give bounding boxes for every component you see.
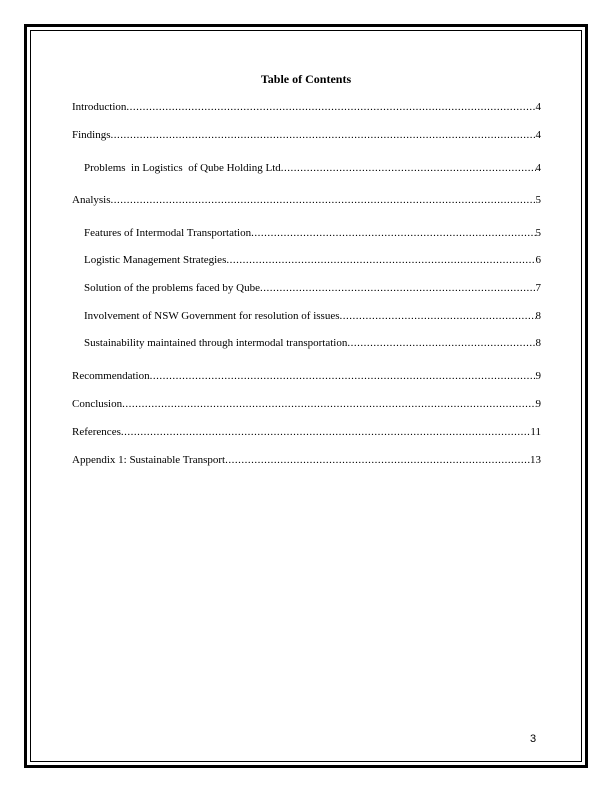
toc-entry-label: Solution of the problems faced by Qube: [84, 282, 260, 294]
toc-entry-references[interactable]: [72, 425, 541, 439]
dot-leader: [226, 253, 535, 267]
dot-leader: [260, 281, 536, 295]
dot-leader: [111, 128, 536, 142]
toc-entry-label: Findings: [72, 129, 111, 141]
dot-leader: [150, 369, 536, 383]
toc-entry-label: Conclusion: [72, 398, 123, 410]
toc-entry-page: 7: [535, 282, 541, 294]
toc-entry-page: 11: [530, 426, 541, 438]
toc-entry-logistic-strategies[interactable]: [84, 253, 541, 267]
toc-entry-nsw-government[interactable]: [84, 309, 541, 323]
dot-leader: [111, 193, 536, 207]
toc-entry-page: 6: [535, 254, 541, 266]
toc-entry-label: Logistic Management Strategies: [84, 254, 227, 266]
toc-entry-label: Analysis: [72, 194, 111, 206]
toc-entry-page: 4: [535, 101, 541, 113]
toc-entry-findings[interactable]: [72, 128, 541, 142]
toc-title: Table of Contents: [260, 72, 352, 86]
toc-entry-sustainability[interactable]: [84, 336, 541, 350]
toc-entry-label: Introduction: [72, 101, 127, 113]
dot-leader: [251, 226, 535, 240]
dot-leader: [281, 161, 536, 175]
page-number: 3: [530, 733, 537, 745]
toc-entry-label: Problems in Logistics of Qube Holding Ltd: [84, 162, 281, 174]
toc-entry-label: Features of Intermodal Transportation: [84, 227, 252, 239]
toc-entry-page: 8: [535, 337, 541, 349]
toc-entry-label: Sustainability maintained through intermodal transportation: [84, 337, 348, 349]
toc-entry-analysis[interactable]: [72, 193, 541, 207]
dot-leader: [225, 453, 530, 467]
dot-leader: [126, 100, 535, 114]
toc-entry-page: 9: [535, 370, 541, 382]
toc-entry-problems-in-logistics[interactable]: [84, 161, 541, 175]
toc-entry-conclusion[interactable]: [72, 397, 541, 411]
toc-entry-page: 8: [535, 310, 541, 322]
toc-entry-solution-problems[interactable]: [84, 281, 541, 295]
toc-entry-page: 4: [535, 162, 541, 174]
toc-entry-recommendation[interactable]: [72, 369, 541, 383]
toc-entry-features-intermodal[interactable]: [84, 226, 541, 240]
toc-entry-label: References: [72, 426, 121, 438]
toc-entry-appendix-1[interactable]: [72, 453, 541, 467]
toc-entry-page: 4: [535, 129, 541, 141]
toc-entry-label: Appendix 1: Sustainable Transport: [72, 454, 226, 466]
toc-entry-introduction[interactable]: [72, 100, 541, 114]
dot-leader: [121, 425, 531, 439]
dot-leader: [340, 309, 536, 323]
toc-entry-page: 13: [530, 454, 541, 466]
dot-leader: [347, 336, 535, 350]
toc-entry-page: 5: [535, 194, 541, 206]
toc-entry-page: 5: [535, 227, 541, 239]
dot-leader: [122, 397, 535, 411]
toc-entry-page: 9: [535, 398, 541, 410]
toc-entry-label: Involvement of NSW Government for resolution of issues: [84, 310, 340, 322]
toc-entry-label: Recommendation: [72, 370, 150, 382]
